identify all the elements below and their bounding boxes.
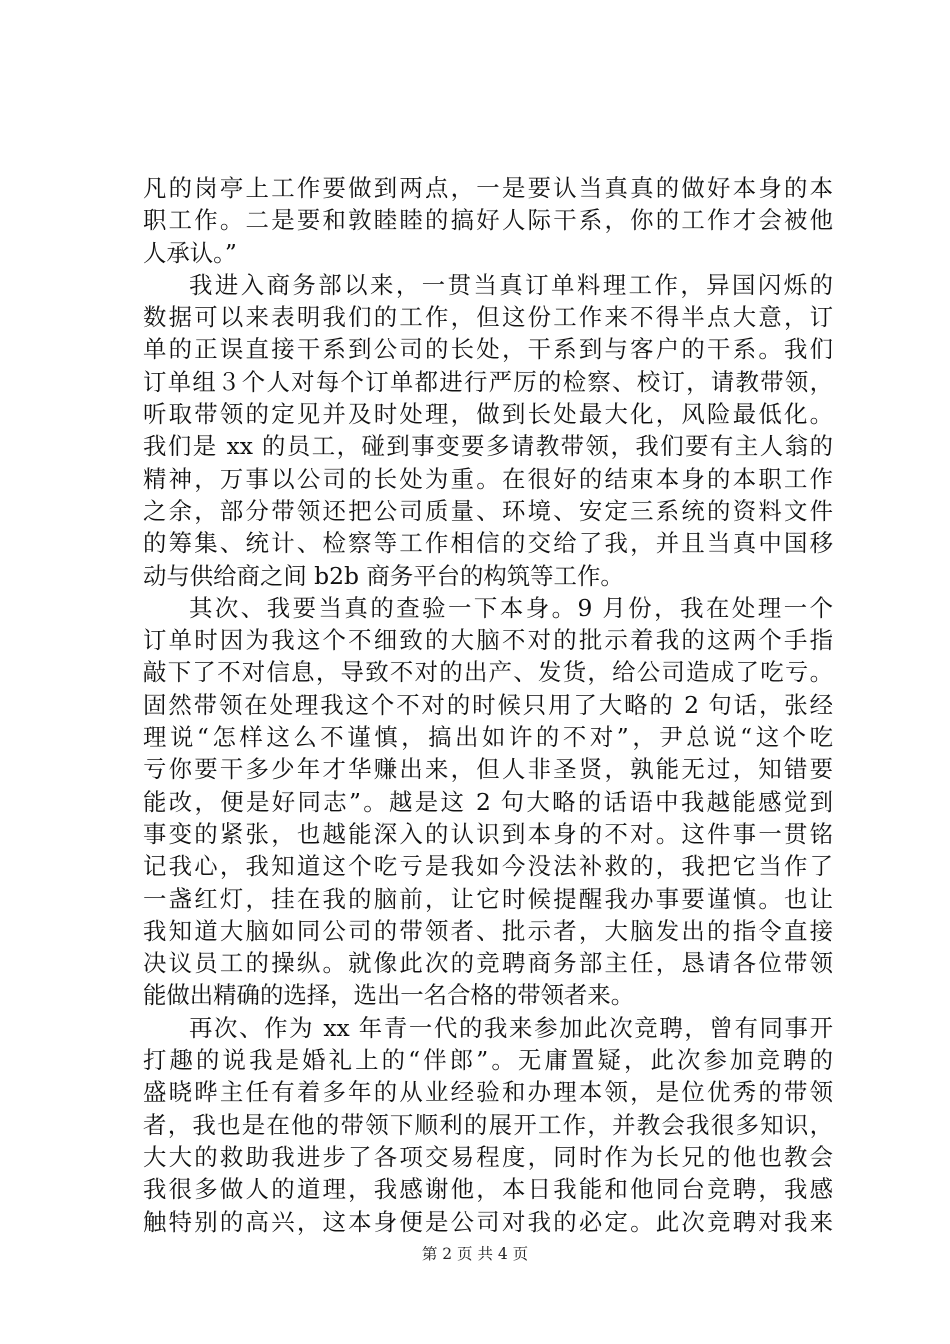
text-line: 盛晓晔主任有着多年的从业经验和办理本领，是位优秀的带领 [143,1078,833,1107]
text-line: 亏你要干多少年才华赚出来，但人非圣贤，孰能无过，知错要 [143,755,833,784]
text-line: 决议员工的操纵。就像此次的竞聘商务部主任，恳请各位带领 [143,949,833,978]
text-line: 的筹集、统计、检察等工作相信的交给了我，并且当真中国移 [143,529,833,558]
text-line: 听取带领的定见并及时处理，做到长处最大化，风险最低化。 [143,400,833,429]
text-line: 触特别的高兴，这本身便是公司对我的必定。此次竞聘对我来 [143,1207,833,1236]
text-line: 我知道大脑如同公司的带领者、批示者，大脑发出的指令直接 [143,916,833,945]
text-line: 理说“怎样这么不谨慎，搞出如许的不对”，尹总说“这个吃 [143,723,833,752]
paragraph [143,592,833,1012]
text-line: 订单组３个人对每个订单都进行严厉的检察、校订，请教带领， [143,367,833,396]
text-line: 敲下了不对信息，导致不对的出产、发货，给公司造成了吃亏。 [143,658,833,687]
text-line: 者，我也是在他的带领下顺利的展开工作，并教会我很多知识， [143,1110,833,1139]
text-line: 事变的紧张，也越能深入的认识到本身的不对。这件事一贯铭 [143,819,833,848]
text-line: 职工作。二是要和敦睦睦的搞好人际干系，你的工作才会被他 [143,206,833,235]
text-line: 凡的岗亭上工作要做到两点，一是要认当真真的做好本身的本 [143,174,833,202]
text-line: 一盏红灯，挂在我的脑前，让它时候提醒我办事要谨慎。也让 [143,884,833,913]
text-line: 大大的救助我进步了各项交易程度，同时作为长兄的他也教会 [143,1142,833,1171]
text-line: 精神，万事以公司的长处为重。在很好的结束本身的本职工作 [143,464,833,493]
text-line: 之余，部分带领还把公司质量、环境、安定三系统的资料文件 [143,496,833,525]
document-body [143,172,833,1238]
text-line: 打趣的说我是婚礼上的“伴郎”。无庸置疑，此次参加竞聘的 [143,1046,833,1075]
text-line: 记我心，我知道这个吃亏是我如今没法补救的，我把它当作了 [143,852,833,881]
text-line: 人承认。” [143,238,237,267]
text-line: 再次、作为 xx 年青一代的我来参加此次竞聘，曾有同事开 [189,1013,833,1042]
text-line: 能改，便是好同志”。越是这 2 句大略的话语中我越能感觉到 [143,787,833,816]
text-line: 我进入商务部以来，一贯当真订单料理工作，异国闪烁的 [189,270,833,299]
paragraph [143,269,833,592]
text-line: 其次、我要当真的查验一下本身。9 月份，我在处理一个 [189,593,833,622]
text-line: 订单时因为我这个不细致的大脑不对的批示着我的这两个手指 [143,626,833,655]
text-line: 能做出精确的选择，选出一名合格的带领者来。 [143,981,635,1010]
paragraph [143,172,833,269]
text-line: 我们是 xx 的员工，碰到事变要多请教带领，我们要有主人翁的 [143,432,833,461]
text-line: 我很多做人的道理，我感谢他，本日我能和他同台竞聘，我感 [143,1175,833,1204]
text-line: 单的正误直接干系到公司的长处，干系到与客户的干系。我们 [143,335,833,364]
text-line: 动与供给商之间 b2b 商务平台的构筑等工作。 [143,561,624,590]
paragraph [143,1012,833,1238]
text-line: 固然带领在处理我这个不对的时候只用了大略的 2 句话，张经 [143,690,833,719]
page-footer: 第 2 页 共 4 页 [421,1245,529,1263]
text-line: 数据可以来表明我们的工作，但这份工作来不得半点大意，订 [143,303,833,332]
